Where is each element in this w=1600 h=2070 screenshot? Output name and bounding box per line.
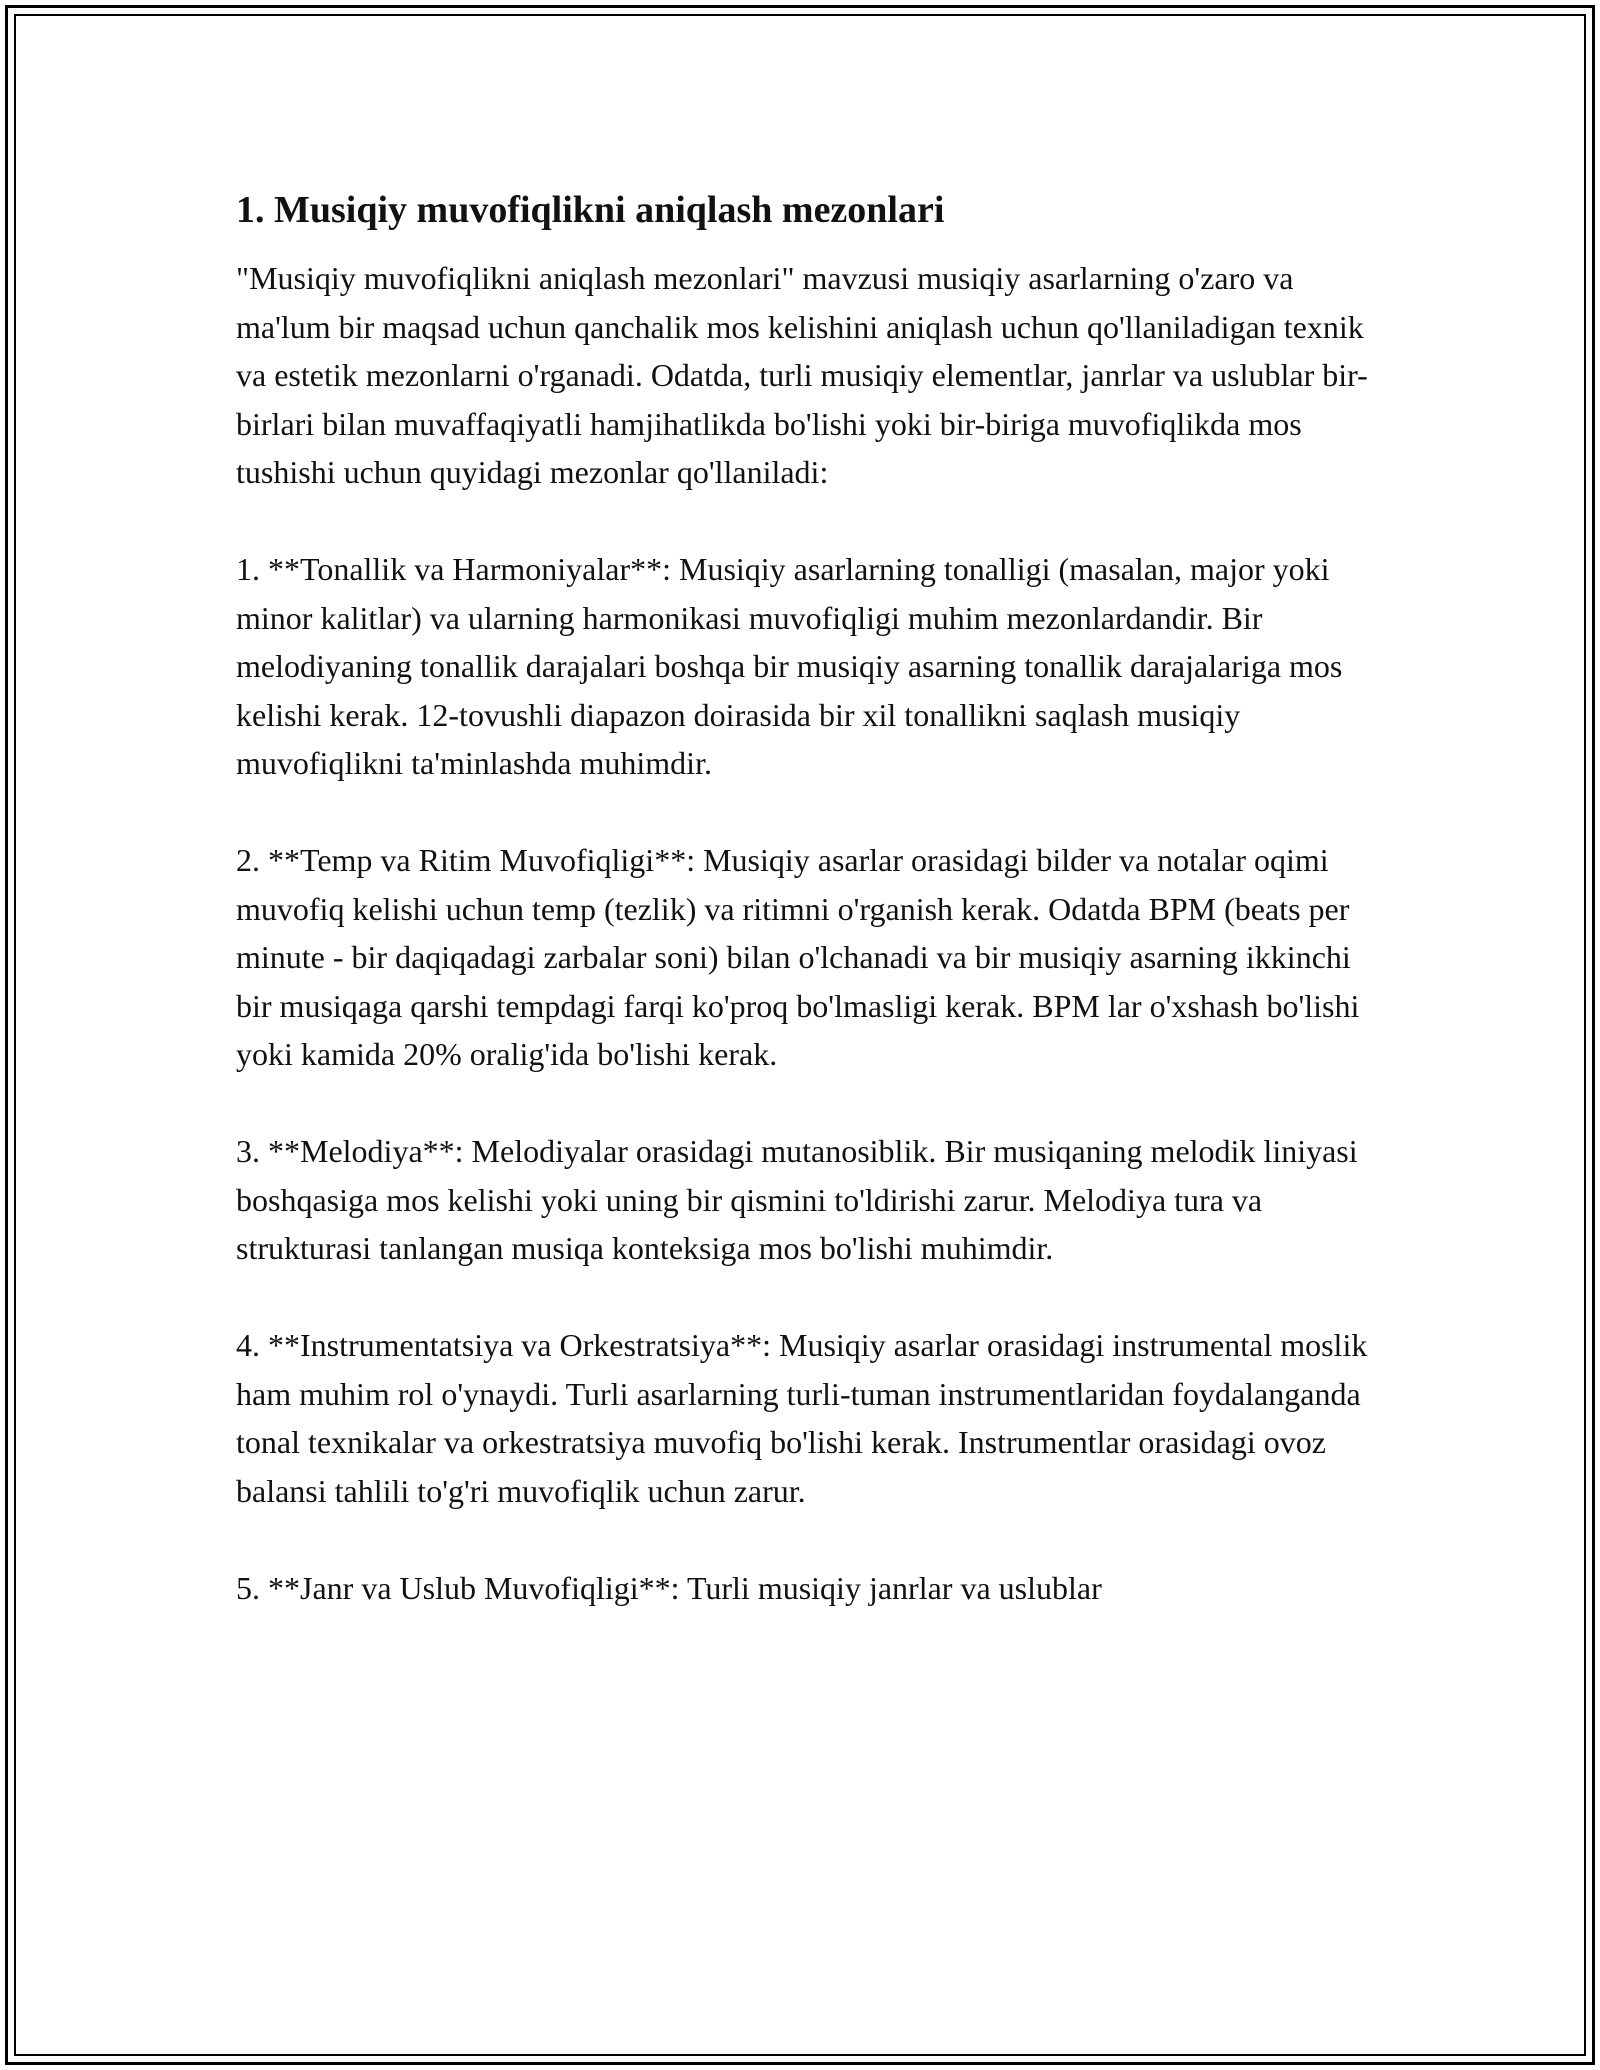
criterion-instrumentation-paragraph: 4. **Instrumentatsiya va Orkestratsiya**: Musiqiy asarlar orasidagi instrumental moslik ham muhim rol o'ynaydi. Turli asarlarning turli-tuman instrumentlaridan foydalanganda tonal texnikalar va orkestratsiya muvofiq bo'lishi kerak. Instrumentlar orasidagi ovoz balansi tahlili to'g'ri muvofiqlik uchun zarur. bbox=[236, 1327, 1368, 1509]
document-body bbox=[236, 186, 1376, 1612]
criterion-melody-paragraph: 3. **Melodiya**: Melodiyalar orasidagi mutanosiblik. Bir musiqaning melodik liniyasi boshqasiga mos kelishi yoki uning bir qismini to'ldirishi zarur. Melodiya tura va strukturasi tanlangan musiqa konteksiga mos bo'lishi muhimdir. bbox=[236, 1133, 1358, 1266]
document-title: 1. Musiqiy muvofiqlikni aniqlash mezonlari bbox=[236, 189, 945, 231]
criterion-tonality-paragraph: 1. **Tonallik va Harmoniyalar**: Musiqiy asarlarning tonalligi (masalan, major yoki minor kalitlar) va ularning harmonikasi muvofiqligi muhim mezonlardandir. Bir melodiyaning tonallik darajalari boshqa bir musiqiy asarning tonallik darajalariga mos kelishi kerak. 12-tovushli diapazon doirasida bir xil tonallikni saqlash musiqiy muvofiqlikni ta'minlashda muhimdir. bbox=[236, 551, 1343, 781]
criterion-tempo-paragraph: 2. **Temp va Ritim Muvofiqligi**: Musiqiy asarlar orasidagi bilder va notalar oqimi muvofiq kelishi uchun temp (tezlik) va ritimni o'rganish kerak. Odatda BPM (beats per minute - bir daqiqadagi zarbalar soni) bilan o'lchanadi va bir musiqiy asarning ikkinchi bir musiqaga qarshi tempdagi farqi ko'proq bo'lmasligi kerak. BPM lar o'xshash bo'lishi yoki kamida 20% oralig'ida bo'lishi kerak. bbox=[236, 842, 1360, 1072]
intro-paragraph: "Musiqiy muvofiqlikni aniqlash mezonlari" mavzusi musiqiy asarlarning o'zaro va ma'lum bir maqsad uchun qanchalik mos kelishini aniqlash uchun qo'llaniladigan texnik va estetik mezonlarni o'rganadi. Odatda, turli musiqiy elementlar, janrlar va uslublar bir-birlari bilan muvaffaqiyatli hamjihatlikda bo'lishi yoki bir-biriga muvofiqlikda mos tushishi uchun quyidagi mezonlar qo'llaniladi: bbox=[236, 260, 1368, 490]
criterion-genre-paragraph: 5. **Janr va Uslub Muvofiqligi**: Turli musiqiy janrlar va uslublar bbox=[236, 1569, 1102, 1606]
